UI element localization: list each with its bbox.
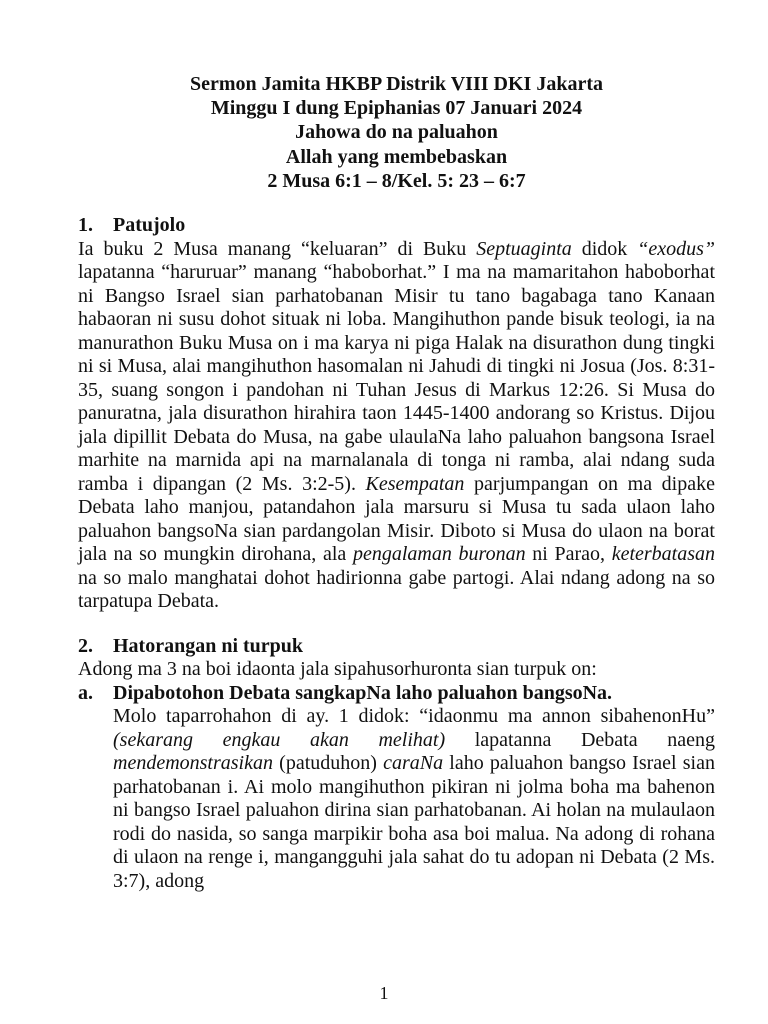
text-run: didok: [571, 237, 638, 260]
italic-run: “exodus”: [637, 237, 715, 260]
text-run: ni Parao,: [525, 543, 612, 566]
italic-run: caraNa: [383, 752, 444, 775]
italic-run: Kesempatan: [365, 472, 465, 495]
text-run: laho paluahon bangso Israel sian parhatobanan i. Ai molo mangihuthon pikiran ni jolma boha ma bahenon ni bangso Israel paluahon dirina sian parhatobanan. Ai holan na mulaulaon rodi do nasida, so sanga marpikir boha asa boi malua. Na adong di rohana di ulaon na renge i, mangangguhi jala sahat do tu adopan ni Debata (2 Ms. 3:7), adong: [113, 752, 715, 892]
text-run: Molo taparrohahon di ay. 1 didok: “idaonmu ma annon sibahenonHu”: [113, 705, 715, 728]
italic-run: pengalaman buronan: [352, 543, 526, 566]
page-number: 1: [379, 983, 389, 1003]
text-run: lapatanna Debata naeng: [445, 728, 715, 751]
section-2-intro: Adong ma 3 na boi idaonta jala sipahusorhuronta sian turpuk on:: [78, 658, 597, 681]
text-run: parjumpangan on ma dipake Debata laho manjou, patandahon jala marsuru si Musa tu sada ulaon laho paluahon bangsoNa sian pardangolan Misir. Diboto si Musa do ulaon na borat jala na so mungkin dirohana, ala: [78, 472, 715, 566]
section-1-heading: [78, 214, 715, 238]
italic-run: keterbatasan: [611, 543, 716, 566]
title-line-2: Minggu I dung Epiphanias 07 Januari 2024: [210, 97, 583, 120]
title-line-1: Sermon Jamita HKBP Distrik VIII DKI Jakarta: [190, 73, 603, 95]
document-page: [78, 72, 715, 893]
title-line-4: Allah yang membebaskan: [285, 145, 508, 168]
section-2-number: 2.: [78, 634, 93, 657]
section-1-paragraph: [78, 238, 715, 614]
text-run: na so malo manghatai dohot hadirionna gabe partogi. Alai ndang adong na so tarpatupa Debata.: [78, 566, 715, 613]
title-line-3: Jahowa do na paluahon: [295, 121, 498, 144]
italic-run: Septuaginta: [476, 237, 572, 260]
section-1-title: Patujolo: [113, 214, 186, 237]
text-run: Ia buku 2 Musa manang “keluaran” di Buku: [78, 237, 477, 260]
title-line-5: 2 Musa 6:1 – 8/Kel. 5: 23 – 6:7: [267, 169, 526, 192]
subsection-a-letter: a.: [78, 681, 93, 704]
section-1-number: 1.: [78, 214, 93, 237]
italic-run: (sekarang engkau akan melihat): [113, 728, 446, 751]
italic-run: mendemonstrasikan: [113, 752, 273, 775]
subsection-a-heading: [78, 682, 715, 706]
section-2-title: Hatorangan ni turpuk: [113, 634, 304, 657]
sermon-title-block: [78, 72, 715, 193]
section-2-heading: [78, 635, 715, 659]
text-run: (patuduhon): [272, 752, 384, 775]
subsection-a-title: Dipabotohon Debata sangkapNa laho paluahon bangsoNa.: [113, 681, 613, 704]
subsection-a-paragraph: [113, 705, 715, 893]
text-run: lapatanna “haruruar” manang “haboborhat.” I ma na mamaritahon haboborhat ni Bangso Israel sian parhatobanan Misir tu tano bagabaga tano Kanaan habaoran ni susu dohot situak ni loba. Mangihuthon pande bisuk teologi, ia na manurathon Buku Musa on i ma karya ni piga Halak na disurathon dung tingki ni si Musa, alai mangihuthon hasomalan ni Jahudi di tingki ni Josua (Jos. 8:31-35, suang songon i pandohan ni Tuhan Jesus di Markus 12:26. Si Musa do panuratna, jala disurathon hirahira taon 1445-1400 andorang so Kristus. Dijou jala dipillit Debata do Musa, na gabe ulaulaNa laho paluahon bangsona Israel marhite na marnida api na marnalanala di tonga ni ramba, alai ndang suda ramba i dipangan (2 Ms. 3:2-5).: [78, 261, 715, 495]
